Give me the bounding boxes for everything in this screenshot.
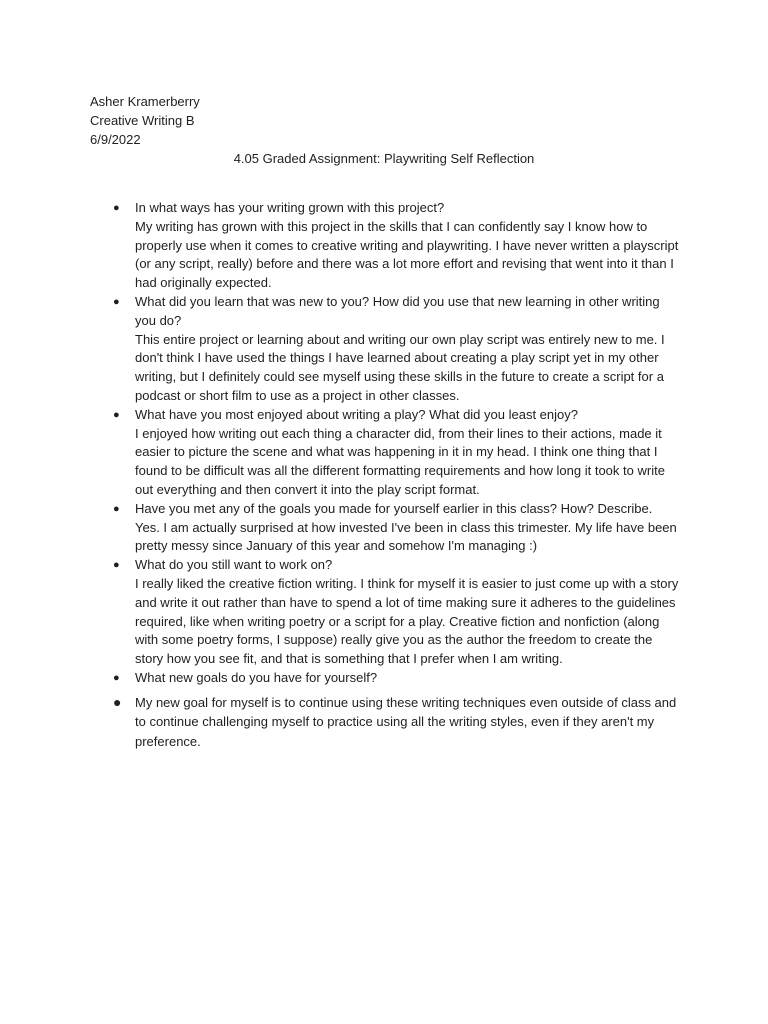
answer-text: I enjoyed how writing out each thing a character did, from their lines to their actions, made it easier to picture the scene and what was happening in it in my head. I think one thing that I found to be difficult was all the different formatting requirements and how long it took to write out everything and then convert it into the play script format. xyxy=(135,425,665,497)
bullet-icon: ● xyxy=(113,502,120,515)
author-name: Asher Kramerberry xyxy=(90,94,200,109)
bullet-icon: ● xyxy=(113,693,122,710)
list-item xyxy=(0,199,768,293)
course-name: Creative Writing B xyxy=(90,113,195,128)
question-text: Have you met any of the goals you made for yourself earlier in this class? How? Describe. xyxy=(135,500,653,516)
list-item xyxy=(0,293,768,406)
answer-text: This entire project or learning about and writing our own play script was entirely new to me. I don't think I have used the things I have learned about creating a play script yet in my other writing, but I definitely could see myself using these skills in the future to create a script for a podcast or short film to use as a project in other classes. xyxy=(135,331,665,403)
list-item xyxy=(0,406,768,500)
reflection-list xyxy=(0,199,768,751)
list-item xyxy=(0,556,768,669)
question-text: What new goals do you have for yourself? xyxy=(135,669,378,685)
answer-text: My writing has grown with this project in the skills that I can confidently say I know how to properly use when it comes to creative writing and playwriting. I have never written a playscript (or any script, really) before and there was a lot more effort and revising that went into it than I had originally expected. xyxy=(135,218,679,291)
answer-text: Yes. I am actually surprised at how invested I've been in class this trimester. My life have been pretty messy since January of this year and somehow I'm managing :) xyxy=(135,519,677,554)
bullet-icon: ● xyxy=(113,408,120,421)
answer-text: My new goal for myself is to continue using these writing techniques even outside of class and to continue challenging myself to practice using all the writing styles, even if they aren't my preference. xyxy=(135,694,677,749)
list-item xyxy=(0,500,768,556)
question-text: What have you most enjoyed about writing a play? What did you least enjoy? xyxy=(135,406,578,422)
document-header xyxy=(90,92,200,149)
answer-text: I really liked the creative fiction writing. I think for myself it is easier to just come up with a story and write it out rather than have to spend a lot of time making sure it adheres to the guidelines required, like when writing poetry or a script for a play. Creative fiction and nonfiction (along with some poetry forms, I suppose) really give you as the author the freedom to create the story how you see fit, and that is something that I prefer when I am writing. xyxy=(135,575,679,667)
document-title: 4.05 Graded Assignment: Playwriting Self Reflection xyxy=(233,151,535,166)
question-text: What do you still want to work on? xyxy=(135,557,333,573)
question-text: In what ways has your writing grown with this project? xyxy=(135,200,445,215)
bullet-icon: ● xyxy=(113,202,120,214)
question-text: What did you learn that was new to you? How did you use that new learning in other writing you do? xyxy=(135,293,660,328)
bullet-icon: ● xyxy=(113,295,120,308)
document-date: 6/9/2022 xyxy=(90,132,141,147)
list-item xyxy=(0,669,768,688)
bullet-icon: ● xyxy=(113,671,120,684)
list-item xyxy=(0,693,768,752)
bullet-icon: ● xyxy=(113,559,120,572)
